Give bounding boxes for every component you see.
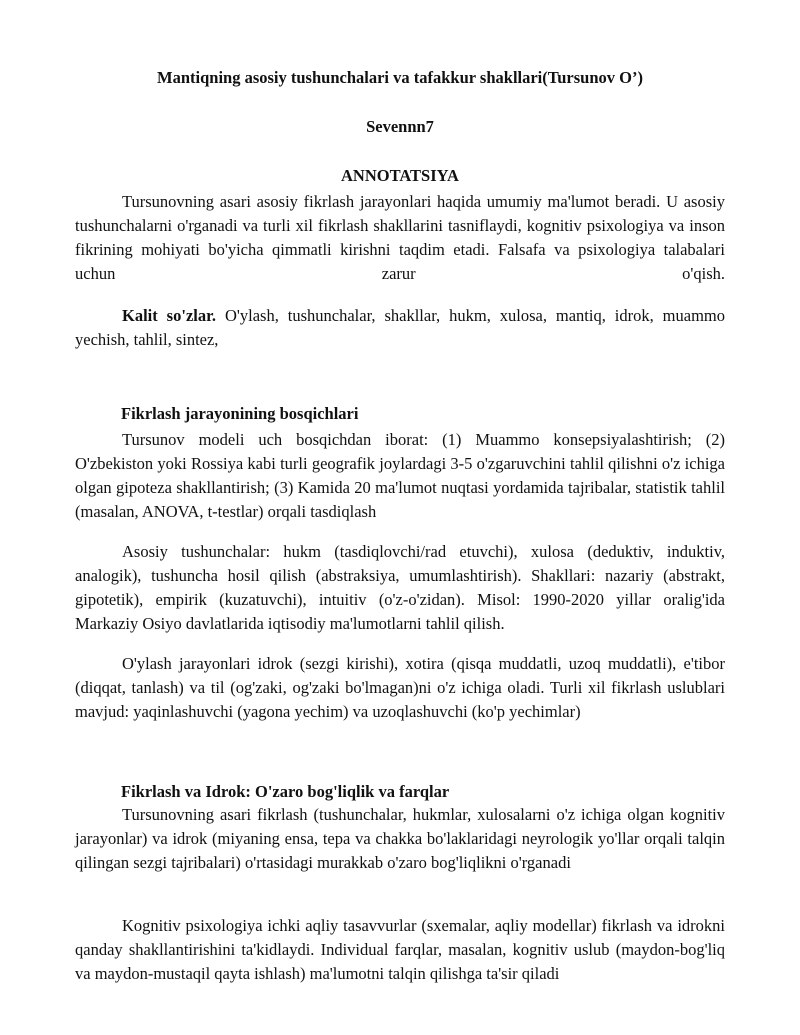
keywords-text: O'ylash, tushunchalar, shakllar, hukm, xulosa, mantiq, idrok, muammo yechish, tahlil, sintez, xyxy=(75,306,725,349)
section-paragraph: Asosiy tushunchalar: hukm (tasdiqlovchi/rad etuvchi), xulosa (deduktiv, induktiv, analogik), tushuncha hosil qilish (abstraksiya, umumlashtirish). Shakllari: nazariy (abstrakt, gipotetik), empirik (kuzatuvchi), intuitiv (o'z-o'zidan). Misol: 1990-2020 yillar oralig'ida Markaziy Osiyo davlatlarida iqtisodiy ma'lumotlarni tahlil qilish. xyxy=(75,542,725,633)
section-paragraph: O'ylash jarayonlari idrok (sezgi kirishi), xotira (qisqa muddatli, uzoq muddatli), e'tibor (diqqat, tanlash) va til (og'zaki, og'zaki bo'lmagan)ni o'z ichiga oladi. Turli xil fikrlash uslublari mavjud: yaqinlashuvchi (yagona yechim) va uzoqlashuvchi (ko'p yechimlar) xyxy=(75,654,725,721)
document-author: Sevennn7 xyxy=(366,117,434,136)
annotation-body: Tursunovning asari asosiy fikrlash jarayonlari haqida umumiy ma'lumot beradi. U asosiy tushunchalarni o'rganadi va turli xil fikrlash shakllarini tasniflaydi, kognitiv psixologiya va inson fikrining mohiyati bo'yicha qimmatli kirishni taqdim etadi. Falsafa va psixologiya talabalari uchun zarur o'qish. xyxy=(75,192,725,283)
section-paragraph: Tursunovning asari fikrlash (tushunchalar, hukmlar, xulosalarni o'z ichiga olgan kognitiv jarayonlar) va idrok (miyaning ensa, tepa va chakka bo'laklaridagi neyrologik yo'llar orqali talqin qilingan sezgi tajribalari) o'rtasidagi murakkab o'zaro bog'liqlikni o'rganadi xyxy=(75,805,725,872)
annotation-heading: ANNOTATSIYA xyxy=(341,166,459,185)
section-heading: Fikrlash jarayonining bosqichlari xyxy=(121,404,359,423)
section-heading: Fikrlash va Idrok: O'zaro bog'liqlik va farqlar xyxy=(121,782,450,801)
keywords-paragraph xyxy=(75,304,725,352)
section-paragraph: Tursunov modeli uch bosqichdan iborat: (1) Muammo konsepsiyalashtirish; (2) O'zbekiston yoki Rossiya kabi turli geografik joylardagi 3-5 o'zgaruvchini tahlil qilishni o'z ichiga olgan gipoteza shakllantirish; (3) Kamida 20 ma'lumot nuqtasi yordamida tajribalar, statistik tahlil (masalan, ANOVA, t-testlar) orqali tasdiqlash xyxy=(75,430,725,521)
document-title: Mantiqning asosiy tushunchalari va tafakkur shakllari(Tursunov O’) xyxy=(157,68,643,87)
keywords-label: Kalit so'zlar. xyxy=(122,306,217,325)
section-paragraph: Kognitiv psixologiya ichki aqliy tasavvurlar (sxemalar, aqliy modellar) fikrlash va idrokni qanday shakllantirishini ta'kidlaydi. Individual farqlar, masalan, kognitiv uslub (maydon-bog'liq va maydon-mustaqil qayta ishlash) ma'lumotni talqin qilishga ta'sir qiladi xyxy=(75,916,725,983)
